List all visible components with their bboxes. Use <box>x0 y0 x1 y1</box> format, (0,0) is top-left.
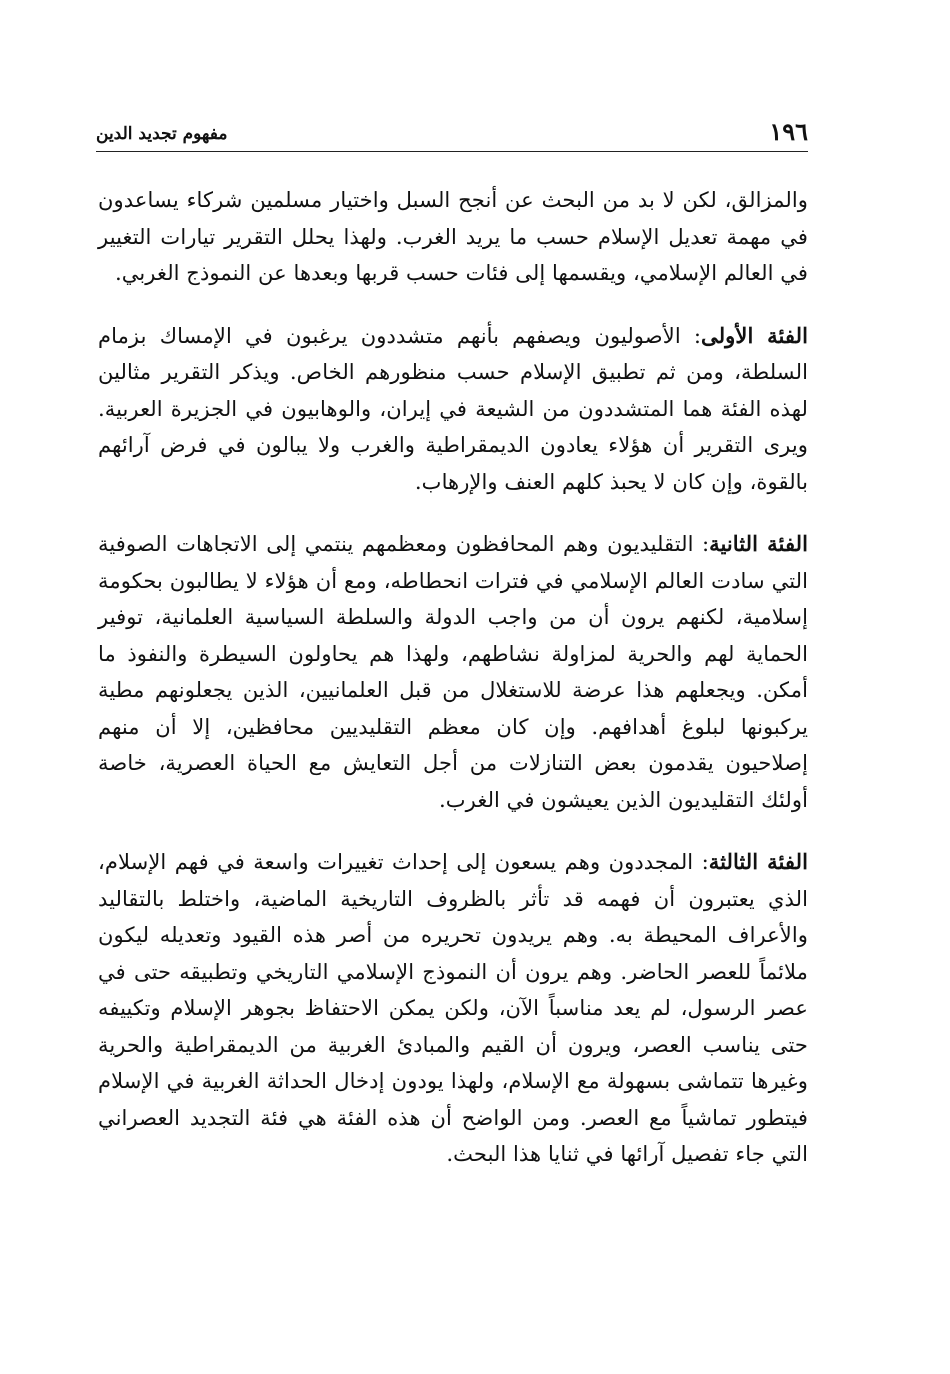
page-header <box>96 112 808 152</box>
category-heading: الفئة الثانية <box>709 531 808 556</box>
paragraph-text: : الأصوليون ويصفهم بأنهم متشددون يرغبون في الإمساك بزمام السلطة، ومن ثم تطبيق الإسلام حسب منظورهم الخاص. ويذكر التقرير مثالين لهذه الفئة هما المتشددون من الشيعة في إيران، والوهابيون في الجزيرة العربية. ويرى التقرير أن هؤلاء يعادون الديمقراطية والغرب ولا يبالون في فرض آرائهم بالقوة، وإن كان لا يحبذ كلهم العنف والإرهاب. <box>98 322 808 494</box>
paragraph-text: والمزالق، لكن لا بد من البحث عن أنجح السبل واختيار مسلمين شركاء يساعدون في مهمة تعديل الإسلام حسب ما يريد الغرب. ولهذا يحلل التقرير تيارات التغيير في العالم الإسلامي، ويقسمها إلى فئات حسب قربها وبعدها عن النموذج الغربي. <box>98 187 808 285</box>
paragraph-category-one <box>98 318 808 501</box>
running-title: مفهوم تجديد الدين <box>96 124 228 144</box>
category-heading: الفئة الأولى <box>701 322 808 348</box>
paragraph-text: : المجددون وهم يسعون إلى إحداث تغييرات واسعة في فهم الإسلام، الذي يعتبرون أن فهمه قد تأثر بالظروف التاريخية الماضية، واختلط بالتقاليد والأعراف المحيطة به. وهم يريدون تحريره من أصر هذه القيود وتعديله ليكون ملائماً للعصر الحاضر. وهم يرون أن النموذج الإسلامي التاريخي وتطبيقه حتى في عصر الرسول، لم يعد مناسباً الآن، ولكن يمكن الاحتفاظ بجوهر الإسلام وتكييفه حتى يناسب العصر، ويرون أن القيم والمبادئ الغربية من الديمقراطية والحرية وغيرها تتماشى بسهولة مع الإسلام، ولهذا يودون إدخال الحداثة الغربية في الإسلام فيتطور تماشياً مع العصر. ومن الواضح أن هذه الفئة هي فئة التجديد العصراني التي جاء تفصيل آرائها في ثنايا هذا البحث. <box>98 849 809 1166</box>
paragraph-category-two <box>98 526 808 818</box>
page-number: ١٩٦ <box>769 117 808 146</box>
body-text <box>98 182 808 1173</box>
paragraph-category-three <box>98 844 808 1173</box>
header-divider <box>96 151 808 152</box>
paragraph-intro <box>98 182 808 292</box>
paragraph-text: : التقليديون وهم المحافظون ومعظمهم ينتمي إلى الاتجاهات الصوفية التي سادت العالم الإسلامي في فترات انحطاطه، ومع أن هؤلاء لا يطالبون بحكومة إسلامية، لكنهم يرون أن من واجب الدولة والسلطة السياسية العلمانية، توفير الحماية لهم والحرية لمزاولة نشاطهم، ولهذا هم يحاولون السيطرة والنفوذ ما أمكن. ويجعلهم هذا عرضة للاستغلال من قبل العلمانيين، الذين يجعلونهم مطية يركبونها لبلوغ أهدافهم. وإن كان معظم التقليديين محافظين، إلا أن منهم إصلاحيون يقدمون بعض التنازلات من أجل التعايش مع الحياة العصرية، خاصة أولئك التقليديون الذين يعيشون في الغرب. <box>98 531 808 812</box>
category-heading: الفئة الثالثة <box>708 849 808 874</box>
